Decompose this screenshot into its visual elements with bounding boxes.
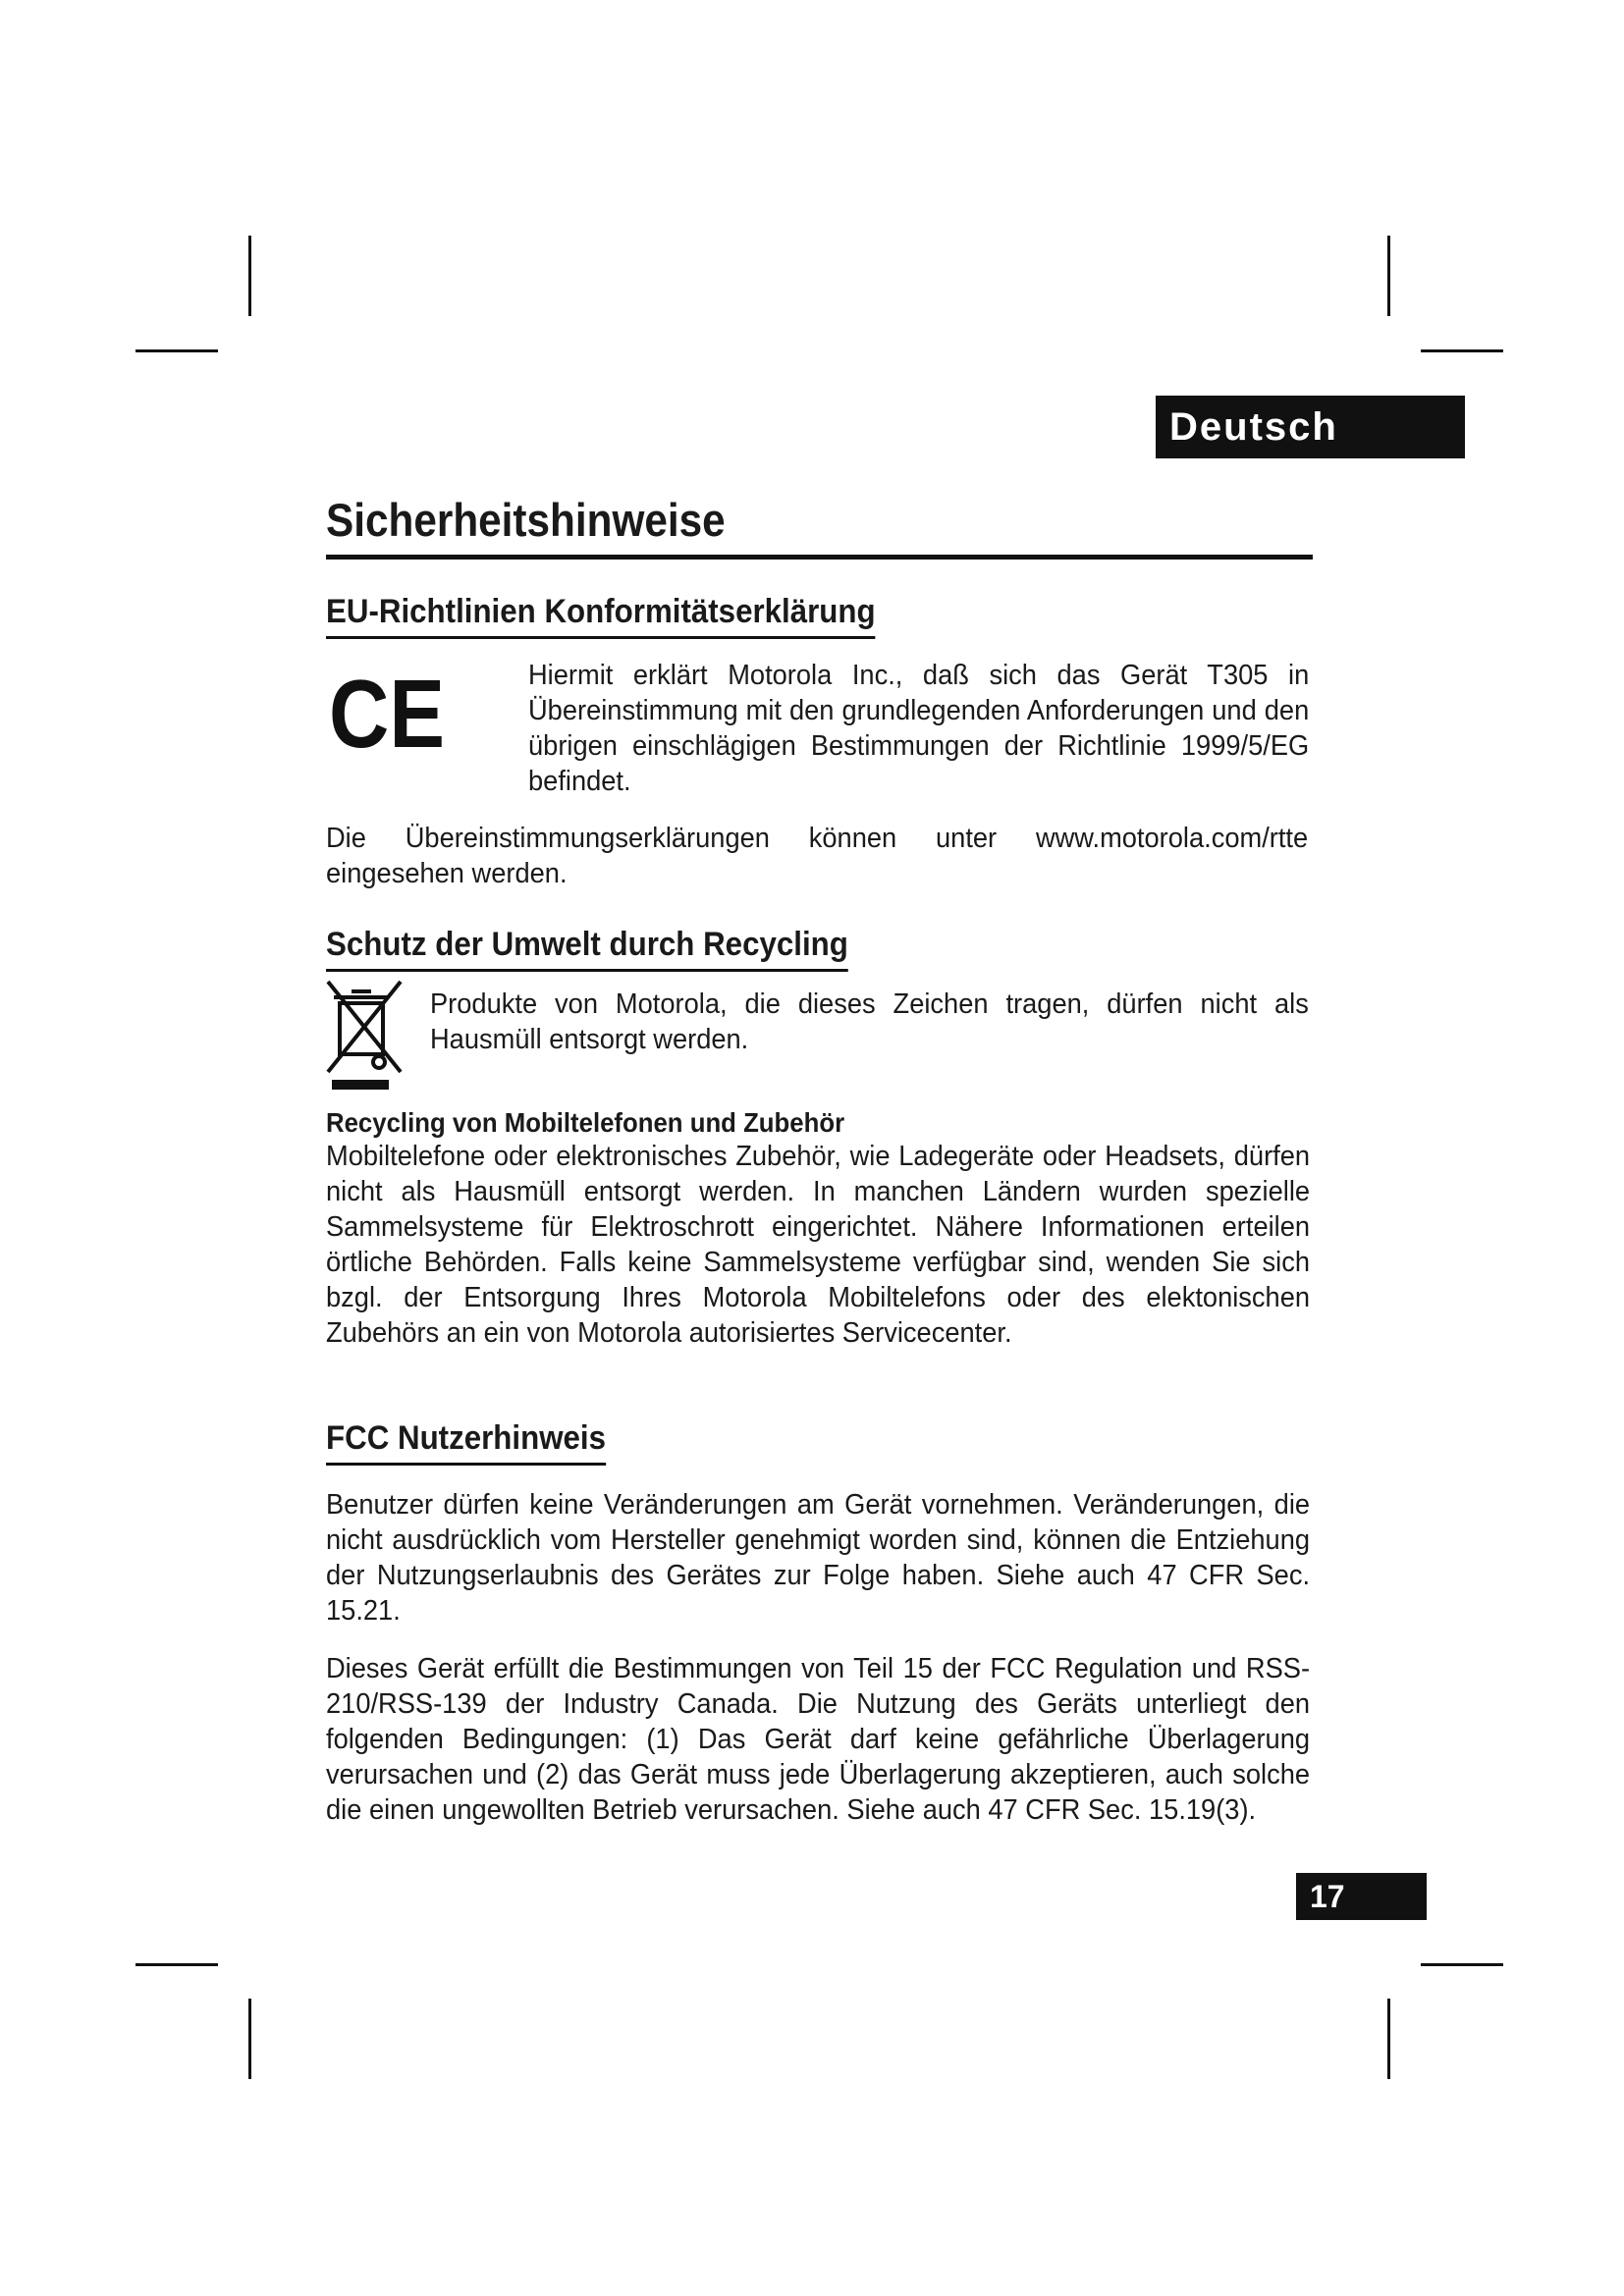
crop-mark — [248, 1999, 251, 2079]
recycling-heading: Schutz der Umwelt durch Recycling — [326, 923, 848, 972]
crop-mark — [135, 349, 218, 352]
weee-bin-icon — [324, 978, 406, 1092]
fcc-paragraph-2: Dieses Gerät erfüllt die Bestimmungen von Teil 15 der FCC Regulation und RSS-210/RSS-139 der Industry Canada. Die Nutzung des Geräts unterliegt den folgenden Bedingungen: (1) Das Gerät darf keine gefährliche Überlagerung verursachen und (2) das Gerät muss jede Überlagerung akzeptieren, auch solche die einen ungewollten Betrieb verursachen. Siehe auch 47 CFR Sec. 15.19(3). — [326, 1653, 1311, 1826]
title-rule — [326, 555, 1313, 560]
language-tab: Deutsch — [1156, 396, 1465, 458]
recycling-notice: Produkte von Motorola, die dieses Zeichen tragen, dürfen nicht als Hausmüll entsorgt werden. — [430, 988, 1309, 1055]
eu-heading: EU-Richtlinien Konformitätserklärung — [326, 590, 876, 639]
recycling-subheading: Recycling von Mobiltelefonen und Zubehör — [326, 1107, 845, 1138]
ce-mark-icon — [329, 660, 449, 768]
crop-mark — [1387, 236, 1390, 316]
crop-mark — [135, 1963, 218, 1966]
crop-mark — [1421, 349, 1503, 352]
eu-availability: Die Übereinstimmungserklärungen können unter www.motorola.com/rtte eingesehen werden. — [326, 823, 1309, 889]
page-number: 17 — [1296, 1873, 1427, 1920]
crop-mark — [1387, 1999, 1390, 2079]
fcc-paragraph-1: Benutzer dürfen keine Veränderungen am Gerät vornehmen. Veränderungen, die nicht ausdrücklich vom Hersteller genehmigt worden sind, können die Entziehung der Nutzungserlaubnis des Gerätes zur Folge haben. Siehe auch 47 CFR Sec. 15.21. — [326, 1489, 1311, 1627]
eu-declaration: Hiermit erklärt Motorola Inc., daß sich das Gerät T305 in Übereinstimmung mit den grundlegenden Anforderungen und den übrigen einschlägigen Bestimmungen der Richtlinie 1999/5/EG befindet. — [528, 660, 1310, 797]
ce-mark-text: CE — [329, 660, 445, 768]
crop-mark — [1421, 1963, 1503, 1966]
recycling-body: Mobiltelefone oder elektronisches Zubehör, wie Ladegeräte oder Headsets, dürfen nicht als Hausmüll entsorgt werden. In manchen Ländern wurden spezielle Sammelsysteme für Elektroschrott eingerichtet. Nähere Informationen erteilen örtliche Behörden. Falls keine Sammelsysteme verfügbar sind, wenden Sie sich bzgl. der Entsorgung Ihres Motorola Mobiltelefons oder des elektonischen Zubehörs an ein von Motorola autorisiertes Servicecenter. — [326, 1141, 1311, 1349]
crop-mark — [248, 236, 251, 316]
fcc-heading: FCC Nutzerhinweis — [326, 1416, 606, 1466]
page-title: Sicherheitshinweise — [326, 494, 726, 546]
